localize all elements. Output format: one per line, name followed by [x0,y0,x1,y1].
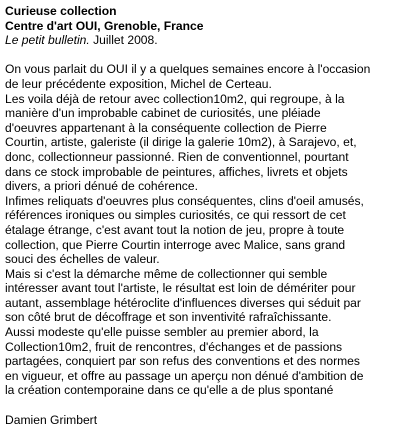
article-venue: Centre d'art OUI, Grenoble, France [5,18,204,33]
body-line: Collection10m2, fruit de rencontres, d'échanges et de passions [5,339,343,354]
body-line: en vigueur, et offre au passage un aperçu non dénué d'ambition de [5,368,364,383]
body-line: Mais si c'est la démarche même de collectionner qui semble [5,266,328,281]
spacer [5,398,406,413]
body-line: Courtin, artiste, galeriste (il dirige la galerie 10m2), à Sarajevo, et, [5,135,357,150]
body-line: références ironiques ou simples curiosités, ce qui ressort de cet [5,208,346,223]
body-line: intéresser avant tout l'artiste, le résultat est loin de démériter pour [5,281,356,296]
body-line: manière d'un improbable cabinet de curiosités, une pléiade [5,106,321,121]
body-line: partagées, conquiert par son refus des conventions et des normes [5,354,360,369]
body-line: divers, a priori dénué de cohérence. [5,179,198,194]
article-source [5,33,406,48]
body-line: collection, que Pierre Courtin interroge avec Malice, sans grand [5,237,346,252]
source-name: Le petit bulletin. [5,33,90,48]
spacer [5,48,406,63]
body-line: souci des échelles de valeur. [5,252,160,267]
body-line: autant, assemblage hétéroclite d'influences diverses qui séduit par [5,295,361,310]
body-line: donc, collectionneur passionné. Rien de conventionnel, pourtant [5,149,349,164]
article-header [5,4,406,48]
author-signature: Damien Grimbert [5,412,98,427]
body-line: dans ce stock improbable de peintures, affiches, livrets et objets [5,164,348,179]
body-line: d'oeuvres appartenant à la conséquente collection de Pierre [5,120,327,135]
article-body [5,62,406,398]
body-line: Aussi modeste qu'elle puisse sembler au premier abord, la [5,325,319,340]
body-line: étalage étrange, c'est avant tout la notion de jeu, propre à toute [5,222,345,237]
article-title: Curieuse collection [5,4,117,18]
body-line: On vous parlait du OUI il y a quelques semaines encore à l'occasion [5,62,371,77]
body-line: son côté brut de décoffrage et son inventivité rafraîchissante. [5,310,332,325]
body-line: Les voila déjà de retour avec collection10m2, qui regroupe, à la [5,91,345,106]
body-line: de leur précédente exposition, Michel de Certeau. [5,76,272,91]
body-line: Infimes reliquats d'oeuvres plus conséquentes, clins d'oeil amusés, [5,193,364,208]
source-date: Juillet 2008. [89,33,158,48]
body-line: la création contemporaine dans ce qu'elle a de plus spontané [5,383,334,398]
